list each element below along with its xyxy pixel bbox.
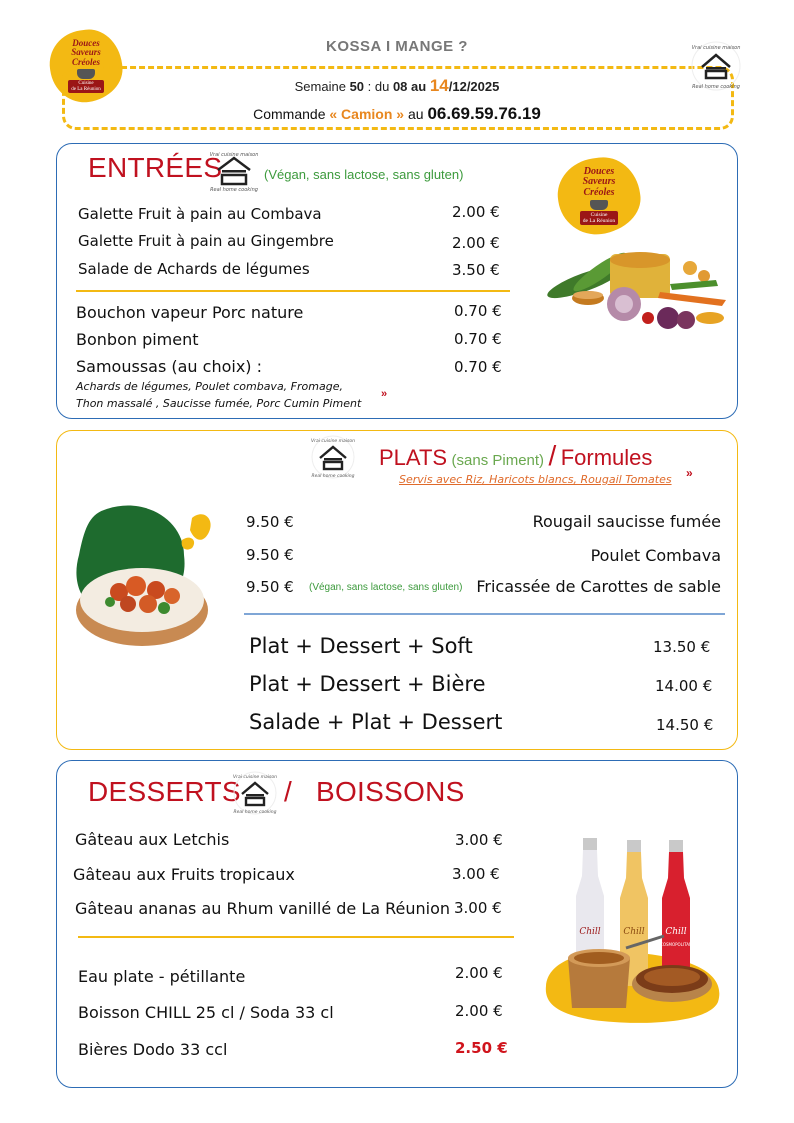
svg-text:Real home cooking: Real home cooking	[210, 187, 258, 192]
order-line	[0, 104, 794, 124]
formula-name: Plat + Dessert + Soft	[249, 634, 473, 658]
bottle-label: Chill	[579, 927, 601, 937]
svg-text:Real home cooking: Real home cooking	[692, 84, 740, 90]
plat-name: Rougail saucisse fumée	[532, 512, 721, 531]
home-cooking-badge-plats	[310, 434, 356, 480]
dessert-price: 3.00 €	[452, 865, 500, 883]
plat-price: 9.50 €	[246, 513, 294, 531]
logo-line-3: Créoles	[583, 186, 615, 198]
entree-name: Bonbon piment	[76, 330, 199, 349]
house-icon	[210, 150, 258, 192]
samoussas-flavors-line-2: Thon massalé , Saucisse fumée, Porc Cumin Piment	[76, 397, 362, 410]
logo-line-3: Créoles	[72, 56, 100, 67]
pot-icon	[590, 200, 608, 210]
house-icon	[690, 40, 742, 92]
drinks-desserts-image	[538, 836, 728, 1026]
plats-title: PLATS	[379, 445, 448, 470]
drink-price: 2.00 €	[455, 1002, 503, 1020]
menu-title: KOSSA I MANGE ?	[326, 38, 468, 55]
dessert-name: Gâteau aux Fruits tropicaux	[73, 865, 295, 884]
logo-badge	[580, 211, 618, 225]
logo-badge-line-1: Cuisine	[590, 212, 608, 219]
plats-heading	[379, 440, 652, 472]
drink-price-highlight: 2.50 €	[455, 1039, 508, 1057]
order-prefix: Commande	[253, 106, 330, 122]
dessert-price: 3.00 €	[455, 831, 503, 849]
order-au: au	[404, 106, 428, 122]
entree-price: 0.70 €	[454, 330, 502, 348]
plats-title-note: (sans Piment)	[451, 452, 545, 469]
order-camion: « Camion »	[329, 106, 405, 122]
logo-line-1: Douces	[72, 37, 100, 48]
entree-price: 2.00 €	[452, 203, 500, 221]
brand-logo-entrees	[558, 158, 640, 234]
formula-price: 14.50 €	[656, 716, 714, 734]
desserts-title: DESSERTS	[88, 776, 241, 807]
plats-divider	[244, 613, 725, 615]
entree-name: Galette Fruit à pain au Combava	[78, 205, 322, 223]
plat-price: 9.50 €	[246, 578, 294, 596]
dessert-price: 3.00 €	[454, 899, 502, 917]
desserts-slash: /	[284, 776, 293, 807]
entrees-divider	[76, 290, 510, 292]
logo-badge-line-2: de La Réunion	[71, 86, 101, 92]
bottle-sublabel: COSMOPOLITAN	[660, 942, 692, 947]
svg-text:Vrai cuisine maison: Vrai cuisine maison	[311, 439, 355, 444]
week-to-rest: /12/2025	[448, 79, 500, 94]
bottle-label: Chill	[665, 927, 687, 937]
plat-diet-note: (Végan, sans lactose, sans gluten)	[309, 582, 463, 593]
week-prefix: Semaine	[294, 79, 350, 94]
plats-slash: /	[548, 440, 557, 471]
quote-mark-icon: »	[381, 388, 388, 400]
house-icon	[232, 770, 278, 816]
entree-name: Galette Fruit à pain au Gingembre	[78, 232, 334, 250]
vegetables-image	[540, 232, 732, 332]
home-cooking-badge-header	[690, 40, 742, 92]
logo-line-2: Saveurs	[71, 47, 101, 58]
week-number: 50	[349, 79, 365, 94]
desserts-divider	[78, 936, 514, 938]
logo-line-1: Douces	[583, 165, 615, 177]
week-mid: : du	[364, 79, 393, 94]
dessert-name: Gâteau ananas au Rhum vanillé de La Réunion	[75, 899, 451, 918]
drink-name: Eau plate - pétillante	[78, 967, 246, 986]
house-icon	[310, 434, 356, 480]
logo-badge-line-2: de La Réunion	[582, 218, 616, 225]
formules-title: Formules	[560, 445, 653, 470]
phone-number[interactable]: 06.69.59.76.19	[427, 104, 541, 123]
svg-text:Vrai cuisine maison: Vrai cuisine maison	[210, 152, 258, 158]
desserts-heading	[88, 776, 241, 808]
home-cooking-badge-desserts	[232, 770, 278, 816]
home-cooking-badge-entrees	[210, 150, 258, 192]
logo-badge-line-1: Cuisine	[78, 81, 94, 87]
entrees-title: ENTRÉES	[88, 152, 223, 183]
quote-mark-icon: »	[686, 466, 693, 480]
week-au: au	[407, 79, 430, 94]
week-line	[0, 76, 794, 96]
week-from: 08	[392, 79, 408, 94]
drink-name: Boisson CHILL 25 cl / Soda 33 cl	[78, 1003, 334, 1022]
formula-price: 13.50 €	[653, 638, 711, 656]
entree-name: Bouchon vapeur Porc nature	[76, 303, 304, 322]
drink-name: Bières Dodo 33 ccl	[78, 1040, 228, 1059]
entree-price: 3.50 €	[452, 261, 500, 279]
served-with-note: Servis avec Riz, Haricots blancs, Rougail Tomates	[399, 473, 672, 486]
bottle-label: Chill	[623, 927, 645, 937]
entree-price: 0.70 €	[454, 302, 502, 320]
plat-name: Fricassée de Carottes de sable	[476, 577, 721, 596]
svg-text:Vrai cuisine maison: Vrai cuisine maison	[233, 775, 277, 780]
dessert-name: Gâteau aux Letchis	[75, 830, 230, 849]
rougail-dish-image	[64, 500, 224, 662]
boissons-title: BOISSONS	[316, 776, 465, 807]
week-to-day: 14	[429, 76, 449, 95]
entrees-diet-note: (Végan, sans lactose, sans gluten)	[264, 167, 464, 182]
plat-name: Poulet Combava	[590, 546, 721, 565]
drink-price: 2.00 €	[455, 964, 503, 982]
entree-name: Samoussas (au choix) :	[76, 357, 263, 376]
plat-price: 9.50 €	[246, 546, 294, 564]
samoussas-flavors-line-1: Achards de légumes, Poulet combava, Fromage,	[76, 380, 343, 393]
entree-price: 2.00 €	[452, 234, 500, 252]
formula-name: Salade + Plat + Dessert	[249, 710, 503, 734]
svg-text:Real home cooking: Real home cooking	[233, 810, 277, 815]
entree-price: 0.70 €	[454, 358, 502, 376]
formula-price: 14.00 €	[655, 677, 713, 695]
entree-name: Salade de Achards de légumes	[78, 260, 310, 278]
logo-line-2: Saveurs	[582, 176, 616, 188]
svg-text:Real home cooking: Real home cooking	[311, 474, 355, 479]
svg-text:Vrai cuisine maison: Vrai cuisine maison	[691, 45, 741, 51]
formula-name: Plat + Dessert + Bière	[249, 672, 486, 696]
